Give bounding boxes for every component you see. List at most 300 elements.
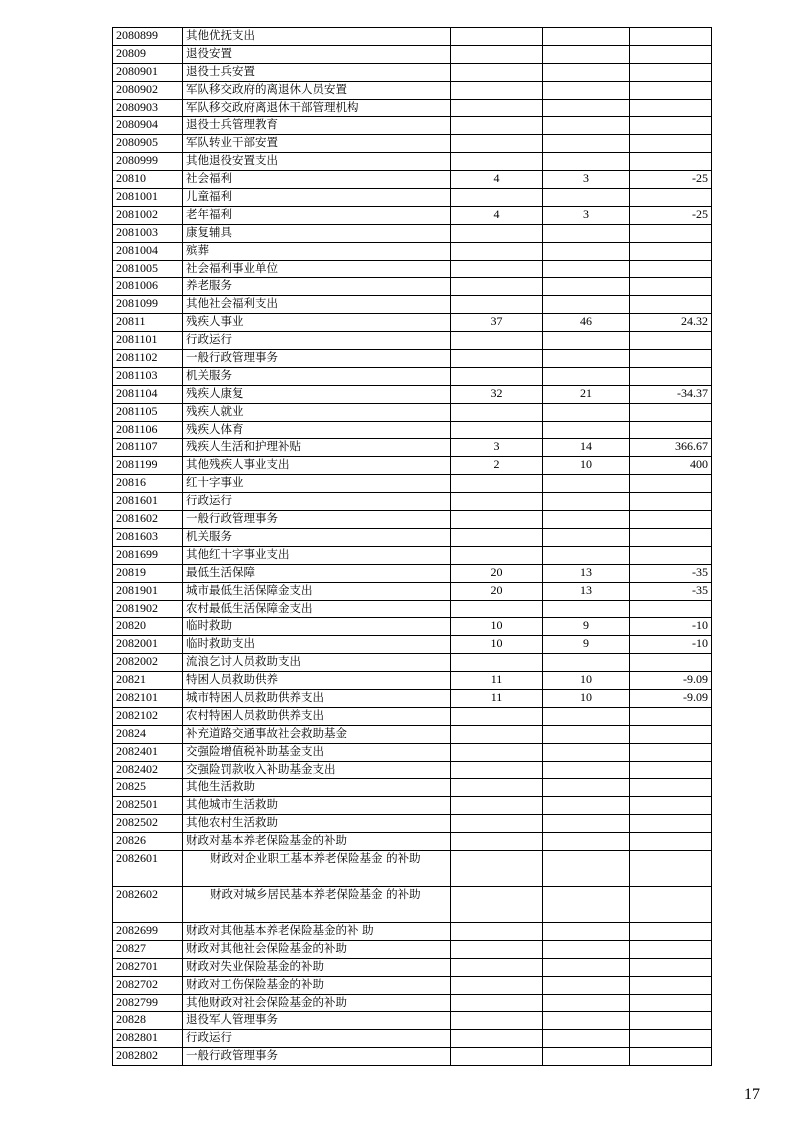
- row-value-b: [543, 367, 630, 385]
- row-value-a: [451, 224, 543, 242]
- row-item-name: 其他红十字事业支出: [183, 546, 451, 564]
- row-item-name: 残疾人体育: [183, 421, 451, 439]
- row-value-a: 4: [451, 206, 543, 224]
- row-item-name: 财政对其他社会保险基金的补助: [183, 940, 451, 958]
- table-row: [113, 135, 712, 153]
- table-row: [113, 63, 712, 81]
- table-row: [113, 725, 712, 743]
- table-row: [113, 779, 712, 797]
- row-value-a: [451, 528, 543, 546]
- row-code: 2081103: [113, 367, 183, 385]
- table-row: [113, 618, 712, 636]
- row-value-change: [630, 600, 712, 618]
- row-code: 2082799: [113, 994, 183, 1012]
- table-row: [113, 940, 712, 958]
- row-code: 2081001: [113, 189, 183, 207]
- row-value-a: 3: [451, 439, 543, 457]
- row-value-b: [543, 117, 630, 135]
- row-value-change: [630, 546, 712, 564]
- row-value-b: 3: [543, 171, 630, 189]
- table-row: [113, 546, 712, 564]
- row-code: 2080899: [113, 28, 183, 46]
- row-item-name: 财政对基本养老保险基金的补助: [183, 833, 451, 851]
- row-code: 2082701: [113, 958, 183, 976]
- row-value-change: [630, 260, 712, 278]
- row-value-a: [451, 260, 543, 278]
- table-row: [113, 475, 712, 493]
- row-item-name: 退役士兵管理教育: [183, 117, 451, 135]
- table-row: [113, 493, 712, 511]
- row-value-b: [543, 224, 630, 242]
- row-value-change: [630, 654, 712, 672]
- row-value-a: [451, 743, 543, 761]
- row-item-name: 一般行政管理事务: [183, 350, 451, 368]
- row-value-b: 21: [543, 385, 630, 403]
- row-code: 2081105: [113, 403, 183, 421]
- row-value-b: [543, 153, 630, 171]
- row-item-name: 其他优抚支出: [183, 28, 451, 46]
- row-item-name: 财政对企业职工基本养老保险基金 的补助: [183, 850, 451, 886]
- row-value-a: [451, 493, 543, 511]
- row-item-name: 机关服务: [183, 528, 451, 546]
- row-value-change: -9.09: [630, 672, 712, 690]
- row-value-a: [451, 332, 543, 350]
- table-row: [113, 457, 712, 475]
- row-value-a: [451, 600, 543, 618]
- row-value-change: [630, 1012, 712, 1030]
- row-value-a: [451, 815, 543, 833]
- row-code: 2081104: [113, 385, 183, 403]
- table-row: [113, 367, 712, 385]
- table-row: [113, 850, 712, 886]
- row-item-name: 殡葬: [183, 242, 451, 260]
- table-row: [113, 797, 712, 815]
- row-code: 2082001: [113, 636, 183, 654]
- row-item-name: 其他生活救助: [183, 779, 451, 797]
- row-value-b: 9: [543, 636, 630, 654]
- table-row: [113, 260, 712, 278]
- row-value-b: [543, 600, 630, 618]
- row-value-a: 37: [451, 314, 543, 332]
- row-item-name: 其他财政对社会保险基金的补助: [183, 994, 451, 1012]
- row-value-change: [630, 761, 712, 779]
- row-value-change: [630, 242, 712, 260]
- table-row: [113, 1030, 712, 1048]
- row-code: 2081107: [113, 439, 183, 457]
- table-row: [113, 81, 712, 99]
- row-code: 2081004: [113, 242, 183, 260]
- row-value-change: [630, 278, 712, 296]
- table-row: [113, 189, 712, 207]
- row-value-a: [451, 1048, 543, 1066]
- row-value-b: [543, 940, 630, 958]
- row-item-name: 其他农村生活救助: [183, 815, 451, 833]
- table-row: [113, 224, 712, 242]
- table-row: [113, 600, 712, 618]
- row-code: 2082702: [113, 976, 183, 994]
- table-row: [113, 528, 712, 546]
- row-value-b: [543, 833, 630, 851]
- row-value-a: [451, 421, 543, 439]
- table-row: [113, 99, 712, 117]
- row-code: 2082501: [113, 797, 183, 815]
- row-value-b: [543, 1048, 630, 1066]
- row-item-name: 行政运行: [183, 493, 451, 511]
- row-value-a: [451, 28, 543, 46]
- row-value-b: [543, 189, 630, 207]
- row-value-a: [451, 135, 543, 153]
- row-code: 2081603: [113, 528, 183, 546]
- row-value-b: [543, 1030, 630, 1048]
- row-value-a: [451, 278, 543, 296]
- row-item-name: 一般行政管理事务: [183, 511, 451, 529]
- row-item-name: 其他社会福利支出: [183, 296, 451, 314]
- table-row: [113, 1012, 712, 1030]
- row-value-a: [451, 153, 543, 171]
- row-code: 2081002: [113, 206, 183, 224]
- row-item-name: 临时救助支出: [183, 636, 451, 654]
- row-item-name: 社会福利: [183, 171, 451, 189]
- row-value-a: [451, 958, 543, 976]
- row-value-change: -25: [630, 206, 712, 224]
- row-value-change: -34.37: [630, 385, 712, 403]
- row-value-a: [451, 779, 543, 797]
- row-item-name: 农村最低生活保障金支出: [183, 600, 451, 618]
- row-item-name: 流浪乞讨人员救助支出: [183, 654, 451, 672]
- row-value-a: [451, 117, 543, 135]
- row-value-b: 10: [543, 457, 630, 475]
- row-value-b: [543, 350, 630, 368]
- row-value-a: 10: [451, 636, 543, 654]
- page-number: 17: [744, 1086, 760, 1103]
- row-code: 20825: [113, 779, 183, 797]
- table-row: [113, 171, 712, 189]
- table-row: [113, 976, 712, 994]
- row-value-b: [543, 707, 630, 725]
- row-value-b: [543, 28, 630, 46]
- row-item-name: 行政运行: [183, 332, 451, 350]
- table-row: [113, 511, 712, 529]
- row-code: 20828: [113, 1012, 183, 1030]
- row-code: 2082802: [113, 1048, 183, 1066]
- row-item-name: 财政对城乡居民基本养老保险基金 的补助: [183, 886, 451, 922]
- row-value-a: [451, 761, 543, 779]
- table-row: [113, 654, 712, 672]
- row-code: 2082502: [113, 815, 183, 833]
- row-value-b: [543, 994, 630, 1012]
- row-value-b: [543, 546, 630, 564]
- row-value-a: [451, 1012, 543, 1030]
- row-item-name: 康复辅具: [183, 224, 451, 242]
- row-value-change: -9.09: [630, 689, 712, 707]
- row-code: 2080904: [113, 117, 183, 135]
- table-row: [113, 403, 712, 421]
- row-code: 2081199: [113, 457, 183, 475]
- row-item-name: 交强险增值税补助基金支出: [183, 743, 451, 761]
- table-row: [113, 350, 712, 368]
- row-code: 20820: [113, 618, 183, 636]
- row-value-a: [451, 850, 543, 886]
- row-value-a: [451, 797, 543, 815]
- row-value-a: 11: [451, 689, 543, 707]
- row-value-change: [630, 117, 712, 135]
- row-value-b: [543, 743, 630, 761]
- row-code: 20819: [113, 564, 183, 582]
- row-value-change: [630, 779, 712, 797]
- row-code: 2082002: [113, 654, 183, 672]
- row-code: 2082699: [113, 922, 183, 940]
- row-value-change: [630, 1048, 712, 1066]
- row-item-name: 军队转业干部安置: [183, 135, 451, 153]
- row-value-b: [543, 63, 630, 81]
- row-value-b: [543, 922, 630, 940]
- table-row: [113, 958, 712, 976]
- row-item-name: 老年福利: [183, 206, 451, 224]
- row-value-change: [630, 475, 712, 493]
- row-code: 2080903: [113, 99, 183, 117]
- table-row: [113, 886, 712, 922]
- row-value-a: [451, 367, 543, 385]
- row-value-a: [451, 296, 543, 314]
- row-item-name: 行政运行: [183, 1030, 451, 1048]
- table-row: [113, 689, 712, 707]
- table-body: [113, 28, 712, 1066]
- row-code: 2081006: [113, 278, 183, 296]
- row-value-b: [543, 725, 630, 743]
- row-value-change: [630, 743, 712, 761]
- row-code: 2081099: [113, 296, 183, 314]
- row-code: 2081901: [113, 582, 183, 600]
- row-item-name: 一般行政管理事务: [183, 1048, 451, 1066]
- row-value-a: [451, 707, 543, 725]
- table-row: [113, 206, 712, 224]
- row-value-change: [630, 528, 712, 546]
- row-value-a: [451, 546, 543, 564]
- row-item-name: 财政对工伤保险基金的补助: [183, 976, 451, 994]
- budget-table: [112, 27, 712, 1066]
- row-value-b: 46: [543, 314, 630, 332]
- table-row: [113, 672, 712, 690]
- row-code: 2082401: [113, 743, 183, 761]
- row-code: 20816: [113, 475, 183, 493]
- row-code: 20809: [113, 45, 183, 63]
- row-value-change: 366.67: [630, 439, 712, 457]
- table-row: [113, 153, 712, 171]
- table-row: [113, 385, 712, 403]
- row-item-name: 交强险罚款收入补助基金支出: [183, 761, 451, 779]
- row-value-a: [451, 886, 543, 922]
- row-value-a: 11: [451, 672, 543, 690]
- row-value-b: [543, 976, 630, 994]
- table-row: [113, 564, 712, 582]
- row-value-a: [451, 940, 543, 958]
- row-item-name: 退役安置: [183, 45, 451, 63]
- row-value-a: 20: [451, 582, 543, 600]
- row-code: 2081601: [113, 493, 183, 511]
- row-value-change: [630, 994, 712, 1012]
- row-value-a: [451, 189, 543, 207]
- row-value-a: 4: [451, 171, 543, 189]
- row-value-change: [630, 421, 712, 439]
- table-row: [113, 117, 712, 135]
- row-value-b: [543, 797, 630, 815]
- row-value-a: [451, 403, 543, 421]
- table-row: [113, 761, 712, 779]
- row-value-b: [543, 332, 630, 350]
- table-row: [113, 582, 712, 600]
- row-value-change: [630, 958, 712, 976]
- row-value-change: [630, 797, 712, 815]
- row-value-change: [630, 296, 712, 314]
- table-row: [113, 636, 712, 654]
- row-item-name: 红十字事业: [183, 475, 451, 493]
- row-item-name: 临时救助: [183, 618, 451, 636]
- row-value-a: 20: [451, 564, 543, 582]
- row-item-name: 残疾人就业: [183, 403, 451, 421]
- row-code: 2080901: [113, 63, 183, 81]
- table-row: [113, 994, 712, 1012]
- row-item-name: 退役军人管理事务: [183, 1012, 451, 1030]
- table-row: [113, 815, 712, 833]
- row-value-change: [630, 135, 712, 153]
- row-value-change: [630, 99, 712, 117]
- row-code: 2081005: [113, 260, 183, 278]
- row-value-b: [543, 45, 630, 63]
- row-value-change: -10: [630, 618, 712, 636]
- row-value-change: [630, 833, 712, 851]
- row-value-b: [543, 278, 630, 296]
- row-item-name: 军队移交政府的离退休人员安置: [183, 81, 451, 99]
- row-value-change: [630, 153, 712, 171]
- row-value-a: [451, 922, 543, 940]
- row-item-name: 特困人员救助供养: [183, 672, 451, 690]
- table-row: [113, 28, 712, 46]
- row-value-change: [630, 850, 712, 886]
- row-value-a: 32: [451, 385, 543, 403]
- row-value-a: [451, 63, 543, 81]
- row-value-a: 2: [451, 457, 543, 475]
- row-value-change: [630, 332, 712, 350]
- row-value-b: [543, 761, 630, 779]
- row-value-a: [451, 475, 543, 493]
- row-value-change: -35: [630, 564, 712, 582]
- table-row: [113, 707, 712, 725]
- row-item-name: 残疾人生活和护理补贴: [183, 439, 451, 457]
- row-value-change: [630, 886, 712, 922]
- row-item-name: 残疾人事业: [183, 314, 451, 332]
- table-row: [113, 833, 712, 851]
- row-value-change: [630, 81, 712, 99]
- row-value-b: 13: [543, 564, 630, 582]
- row-code: 20821: [113, 672, 183, 690]
- table-row: [113, 314, 712, 332]
- row-code: 2080999: [113, 153, 183, 171]
- row-value-b: [543, 135, 630, 153]
- row-value-a: [451, 350, 543, 368]
- row-item-name: 养老服务: [183, 278, 451, 296]
- row-code: 2080905: [113, 135, 183, 153]
- row-value-b: [543, 815, 630, 833]
- table-row: [113, 278, 712, 296]
- row-code: 2081902: [113, 600, 183, 618]
- row-value-a: [451, 81, 543, 99]
- row-value-b: 10: [543, 672, 630, 690]
- row-value-change: -35: [630, 582, 712, 600]
- row-value-change: [630, 922, 712, 940]
- row-value-b: [543, 1012, 630, 1030]
- table-row: [113, 1048, 712, 1066]
- row-item-name: 儿童福利: [183, 189, 451, 207]
- row-value-change: [630, 28, 712, 46]
- row-value-b: [543, 81, 630, 99]
- row-item-name: 城市特困人员救助供养支出: [183, 689, 451, 707]
- row-value-change: [630, 725, 712, 743]
- row-item-name: 最低生活保障: [183, 564, 451, 582]
- row-value-a: [451, 1030, 543, 1048]
- row-value-b: [543, 886, 630, 922]
- table-row: [113, 743, 712, 761]
- row-value-b: [543, 475, 630, 493]
- row-value-a: [451, 976, 543, 994]
- table-row: [113, 296, 712, 314]
- row-code: 2081106: [113, 421, 183, 439]
- row-value-change: [630, 403, 712, 421]
- row-item-name: 财政对其他基本养老保险基金的补 助: [183, 922, 451, 940]
- row-value-change: [630, 1030, 712, 1048]
- row-value-change: [630, 940, 712, 958]
- row-value-b: 14: [543, 439, 630, 457]
- row-value-b: [543, 260, 630, 278]
- row-code: 2082801: [113, 1030, 183, 1048]
- row-value-change: [630, 815, 712, 833]
- table-row: [113, 922, 712, 940]
- row-value-change: [630, 350, 712, 368]
- row-item-name: 农村特困人员救助供养支出: [183, 707, 451, 725]
- row-value-a: [451, 833, 543, 851]
- table-row: [113, 439, 712, 457]
- row-value-change: [630, 224, 712, 242]
- row-value-b: 10: [543, 689, 630, 707]
- row-value-b: [543, 242, 630, 260]
- row-item-name: 残疾人康复: [183, 385, 451, 403]
- row-value-a: [451, 654, 543, 672]
- row-item-name: 机关服务: [183, 367, 451, 385]
- row-value-change: [630, 707, 712, 725]
- row-value-a: [451, 511, 543, 529]
- row-code: 2081699: [113, 546, 183, 564]
- row-value-change: [630, 511, 712, 529]
- row-item-name: 城市最低生活保障金支出: [183, 582, 451, 600]
- row-value-b: [543, 528, 630, 546]
- row-value-change: [630, 976, 712, 994]
- row-item-name: 其他退役安置支出: [183, 153, 451, 171]
- row-code: 2082102: [113, 707, 183, 725]
- row-value-b: [543, 654, 630, 672]
- row-value-b: 3: [543, 206, 630, 224]
- row-value-b: [543, 511, 630, 529]
- row-value-a: 10: [451, 618, 543, 636]
- row-value-b: [543, 850, 630, 886]
- row-code: 2082601: [113, 850, 183, 886]
- table-row: [113, 242, 712, 260]
- row-code: 20811: [113, 314, 183, 332]
- row-code: 2081101: [113, 332, 183, 350]
- row-value-change: -10: [630, 636, 712, 654]
- row-item-name: 其他城市生活救助: [183, 797, 451, 815]
- row-value-a: [451, 725, 543, 743]
- row-value-b: 13: [543, 582, 630, 600]
- row-code: 20810: [113, 171, 183, 189]
